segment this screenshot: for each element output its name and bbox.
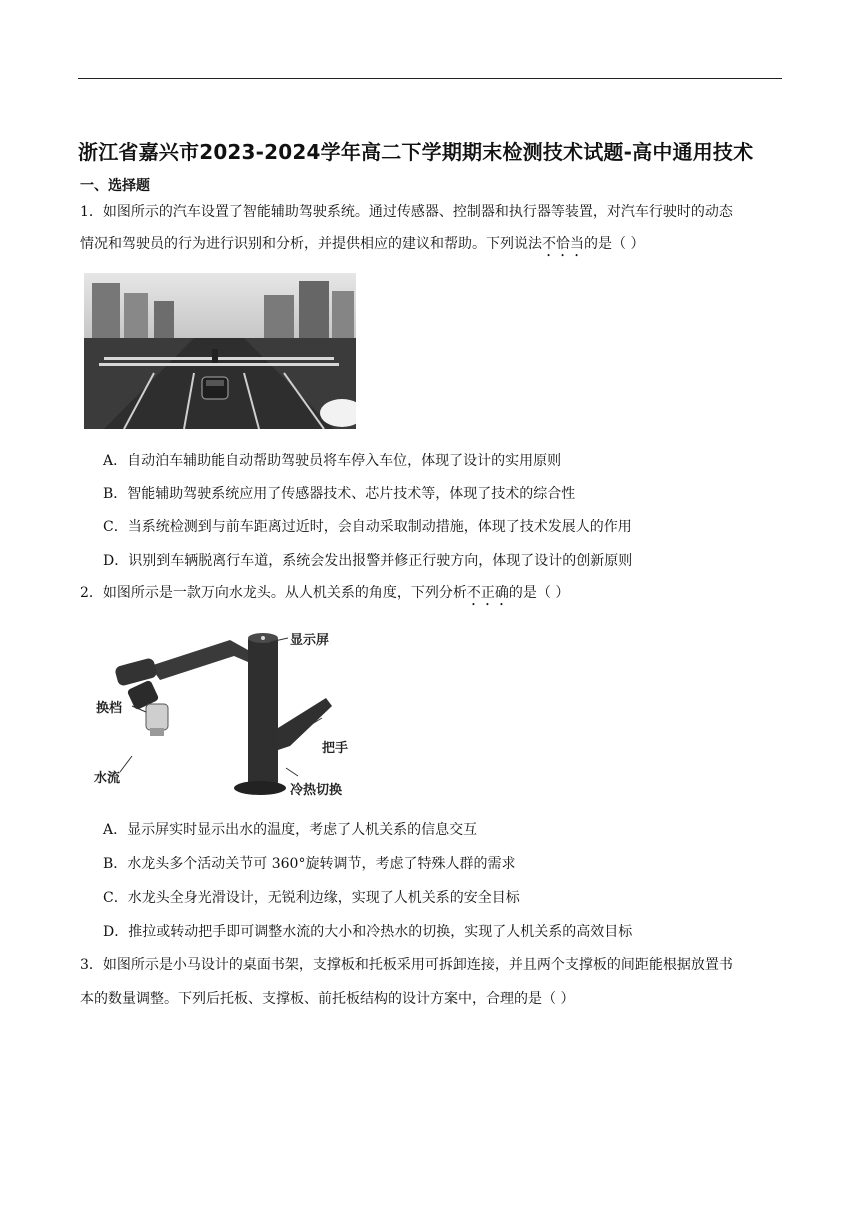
q1-option-b: B．智能辅助驾驶系统应用了传感器技术、芯片技术等，体现了技术的综合性 (103, 486, 576, 502)
q2-emphasis: 不正确 (466, 585, 509, 601)
label-display: 显示屏 (290, 633, 330, 648)
q1-figure-car-assist (84, 273, 356, 429)
q1-emphasis: 不恰当 (542, 236, 584, 252)
q1-stem-line1: 1．如图所示的汽车设置了智能辅助驾驶系统。通过传感器、控制器和执行器等装置，对汽车行驶时的动态 (80, 204, 733, 220)
q1-stem-line2: 情况和驾驶员的行为进行识别和分析，并提供相应的建议和帮助。下列说法不恰当的是（ ） (80, 236, 645, 252)
q3-stem-line1: 3．如图所示是小马设计的桌面书架，支撑板和托板采用可拆卸连接，并且两个支撑板的间距能根据放置书 (80, 957, 733, 973)
page-title: 浙江省嘉兴市2023-2024学年高二下学期期末检测技术试题-高中通用技术 (78, 140, 754, 164)
label-water: 水流 (94, 771, 121, 786)
q2-option-a: A．显示屏实时显示出水的温度，考虑了人机关系的信息交互 (103, 822, 478, 838)
label-hotcold: 冷热切换 (290, 783, 343, 798)
label-switch: 换档 (96, 701, 123, 716)
q2-figure-faucet (90, 628, 370, 800)
q3-stem-line2: 本的数量调整。下列后托板、支撑板、前托板结构的设计方案中，合理的是（ ） (80, 991, 575, 1007)
header-rule (78, 78, 782, 79)
q2-option-c: C．水龙头全身光滑设计，无锐利边缘，实现了人机关系的安全目标 (103, 890, 520, 906)
q1-option-c: C．当系统检测到与前车距离过近时，会自动采取制动措施，体现了技术发展人的作用 (103, 519, 632, 535)
q2-option-d: D．推拉或转动把手即可调整水流的大小和冷热水的切换，实现了人机关系的高效目标 (103, 924, 633, 940)
section-heading: 一、选择题 (80, 178, 150, 194)
q1-option-d: D．识别到车辆脱离行车道，系统会发出报警并修正行驶方向，体现了设计的创新原则 (103, 553, 633, 569)
q2-option-b: B．水龙头多个活动关节可 360°旋转调节，考虑了特殊人群的需求 (103, 856, 516, 872)
label-handle: 把手 (322, 741, 349, 756)
q1-option-a: A．自动泊车辅助能自动帮助驾驶员将车停入车位，体现了设计的实用原则 (103, 453, 562, 469)
q2-stem-line1: 2．如图所示是一款万向水龙头。从人机关系的角度，下列分析不正确的是（ ） (80, 585, 570, 601)
